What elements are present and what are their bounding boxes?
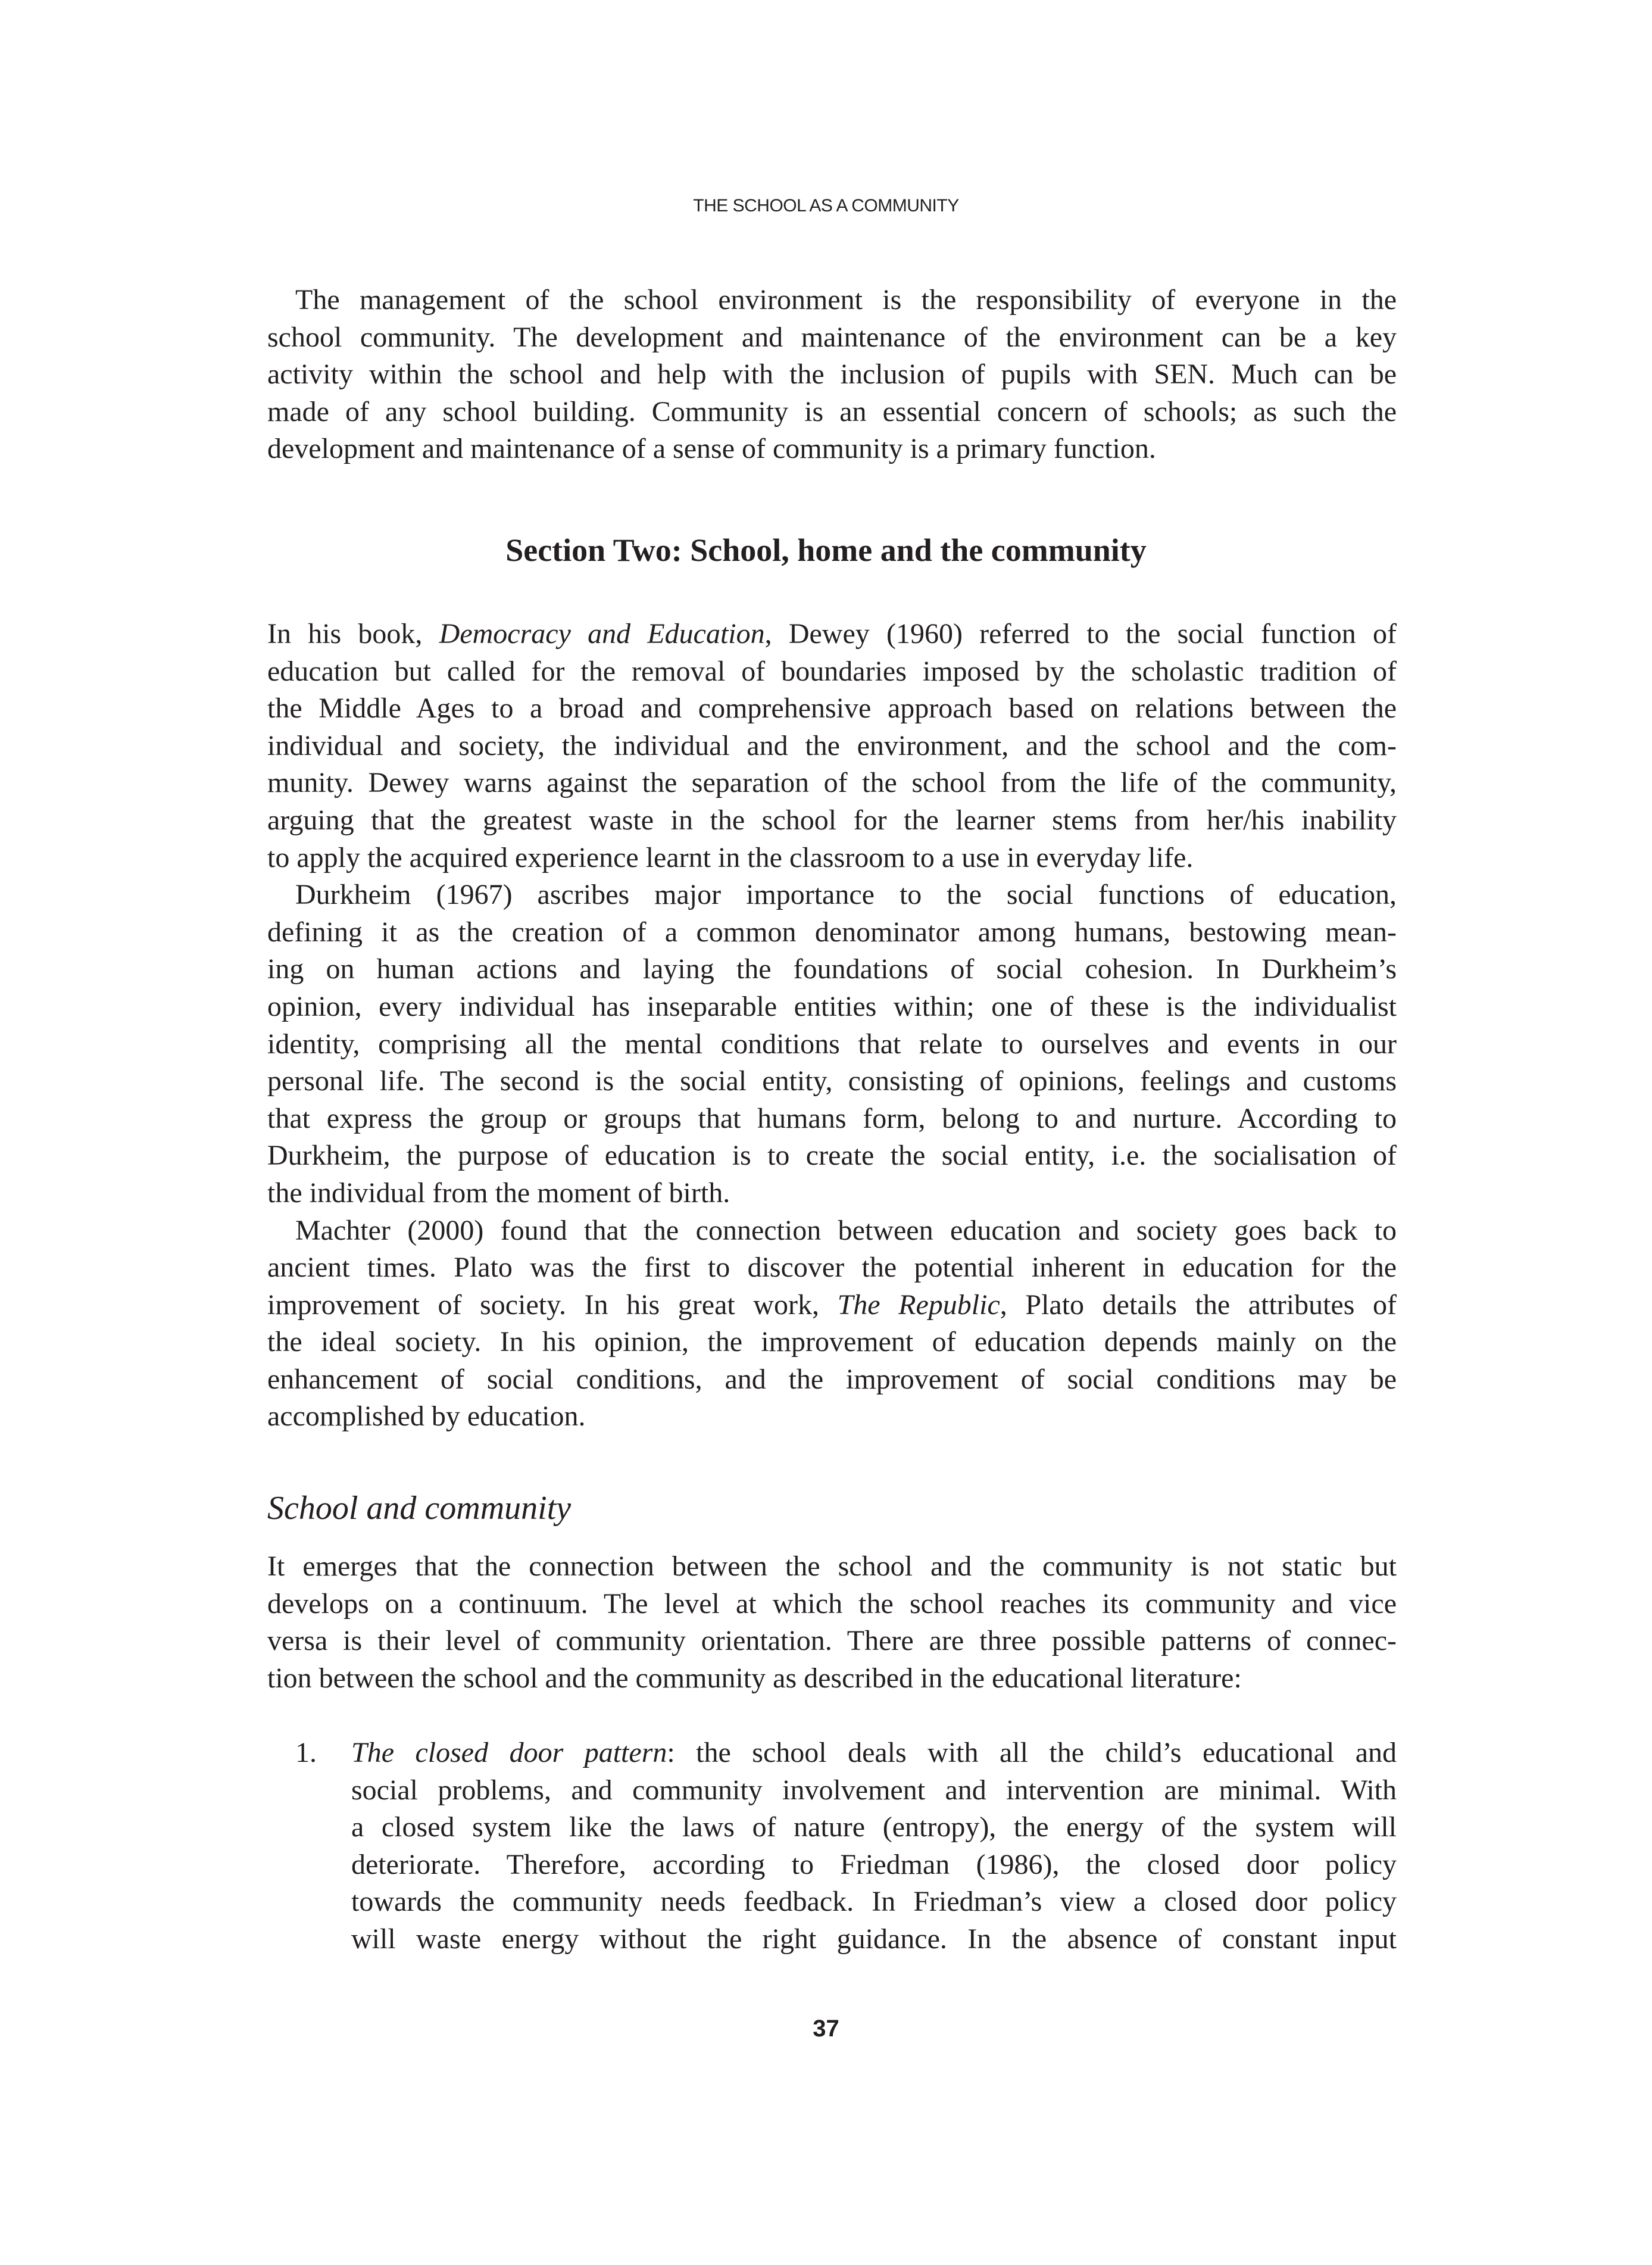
italic-text: Democracy and Education xyxy=(439,618,765,650)
text: the Middle Ages to a broad and comprehensive approach based on relations between the xyxy=(267,692,1397,725)
text-line xyxy=(267,1137,1397,1175)
section-heading: Section Two: School, home and the community xyxy=(505,532,1147,568)
text-line xyxy=(267,616,1397,653)
text: enhancement of social conditions, and the improvement of social conditions may be xyxy=(267,1363,1397,1395)
text: , Dewey (1960) referred to the social function of xyxy=(764,618,1397,650)
text: versa is their level of community orientation. There are three possible patterns of connec- xyxy=(267,1625,1397,1657)
text-line xyxy=(267,394,1397,431)
text-line xyxy=(267,914,1397,951)
text: a closed system like the laws of nature (entropy), the energy of the system will xyxy=(351,1811,1397,1843)
text-line xyxy=(267,1548,1397,1586)
text: made of any school building. Community is an essential concern of schools; as such the xyxy=(267,395,1397,428)
text-line xyxy=(267,988,1397,1026)
text: education but called for the removal of boundaries imposed by the scholastic tradition of xyxy=(267,655,1397,687)
text: arguing that the greatest waste in the school for the learner stems from her/his inability xyxy=(267,804,1397,836)
text-line xyxy=(351,1734,1397,1772)
list-item xyxy=(267,1734,1397,1958)
paragraphs-dewey-durkheim-machter xyxy=(267,616,1397,1436)
text-line xyxy=(267,1324,1397,1361)
text: social problems, and community involvement and intervention are minimal. With xyxy=(351,1774,1397,1806)
text: ancient times. Plato was the first to discover the potential inherent in education for the xyxy=(267,1252,1397,1284)
page-number: 37 xyxy=(813,2016,839,2042)
text: : the school deals with all the child’s educational and xyxy=(667,1737,1397,1768)
text-line xyxy=(351,1883,1397,1921)
text-line xyxy=(267,1287,1397,1324)
text: In his book, xyxy=(267,618,439,650)
numbered-list xyxy=(267,1734,1397,1958)
italic-text: The closed door pattern xyxy=(351,1737,667,1768)
text: The management of the school environment is the responsibility of everyone in the xyxy=(295,284,1397,316)
paragraph-environment xyxy=(267,282,1397,468)
text-line xyxy=(351,1809,1397,1846)
text-line xyxy=(267,1026,1397,1063)
text: defining it as the creation of a common denominator among humans, bestowing mean- xyxy=(267,916,1397,948)
list-item-body xyxy=(351,1734,1397,1958)
text-line xyxy=(267,1623,1397,1660)
paragraph-continuum xyxy=(267,1548,1397,1697)
text-line xyxy=(267,430,1397,468)
text: school community. The development and maintenance of the environment can be a key xyxy=(267,321,1397,353)
text: accomplished by education. xyxy=(267,1400,586,1433)
italic-text: The Republic xyxy=(837,1289,1000,1321)
text-line xyxy=(267,802,1397,840)
text: tion between the school and the community as described in the educational literature: xyxy=(267,1662,1242,1694)
text: towards the community needs feedback. In Friedman’s view a closed door policy xyxy=(351,1886,1397,1918)
text: deteriorate. Therefore, according to Friedman (1986), the closed door policy xyxy=(351,1848,1397,1880)
running-head: THE SCHOOL AS A COMMUNITY xyxy=(693,196,959,216)
text-line xyxy=(267,1249,1397,1287)
text: Durkheim (1967) ascribes major importance to the social functions of education, xyxy=(295,879,1397,911)
text-line xyxy=(267,876,1397,914)
text-line xyxy=(267,1212,1397,1250)
text-line xyxy=(267,840,1397,877)
text-line xyxy=(267,728,1397,765)
text: Durkheim, the purpose of education is to create the social entity, i.e. the socialisation of xyxy=(267,1140,1397,1172)
text-line xyxy=(267,1660,1397,1698)
text-line xyxy=(267,765,1397,802)
text: to apply the acquired experience learnt in the classroom to a use in everyday life. xyxy=(267,841,1194,873)
text-line xyxy=(267,282,1397,319)
text-line xyxy=(267,690,1397,728)
subheading: School and community xyxy=(267,1490,572,1527)
text-line xyxy=(267,951,1397,988)
text: identity, comprising all the mental conditions that relate to ourselves and events in our xyxy=(267,1028,1397,1060)
text-line xyxy=(267,319,1397,357)
text: It emerges that the connection between the school and the community is not static but xyxy=(267,1550,1397,1582)
text-line xyxy=(267,1175,1397,1212)
text-line xyxy=(267,1398,1397,1436)
text-line xyxy=(351,1772,1397,1809)
text: personal life. The second is the social entity, consisting of opinions, feelings and customs xyxy=(267,1065,1397,1097)
text: improvement of society. In his great work, xyxy=(267,1289,838,1321)
text: the individual from the moment of birth. xyxy=(267,1177,730,1209)
text-line xyxy=(351,1846,1397,1884)
list-number: 1. xyxy=(295,1737,317,1768)
text-line xyxy=(267,653,1397,691)
text: the ideal society. In his opinion, the improvement of education depends mainly on the xyxy=(267,1326,1397,1358)
text: individual and society, the individual and the environment, and the school and the com- xyxy=(267,729,1397,762)
text: development and maintenance of a sense of community is a primary function. xyxy=(267,433,1156,465)
text: Machter (2000) found that the connection between education and society goes back to xyxy=(295,1214,1397,1246)
text-line xyxy=(267,356,1397,394)
text-line xyxy=(267,1586,1397,1623)
text: ing on human actions and laying the foundations of social cohesion. In Durkheim’s xyxy=(267,953,1397,985)
text: opinion, every individual has inseparable entities within; one of these is the individualist xyxy=(267,990,1397,1022)
text-line xyxy=(351,1921,1397,1958)
text: that express the group or groups that humans form, belong to and nurture. According to xyxy=(267,1102,1397,1134)
text: develops on a continuum. The level at which the school reaches its community and vice xyxy=(267,1587,1397,1620)
text: munity. Dewey warns against the separation of the school from the life of the community, xyxy=(267,767,1397,799)
text-line xyxy=(267,1063,1397,1100)
text-line xyxy=(267,1361,1397,1399)
text-line xyxy=(267,1100,1397,1138)
text: , Plato details the attributes of xyxy=(1000,1289,1397,1321)
text: activity within the school and help with the inclusion of pupils with SEN. Much can be xyxy=(267,358,1397,391)
text: will waste energy without the right guidance. In the absence of constant input xyxy=(351,1923,1397,1955)
